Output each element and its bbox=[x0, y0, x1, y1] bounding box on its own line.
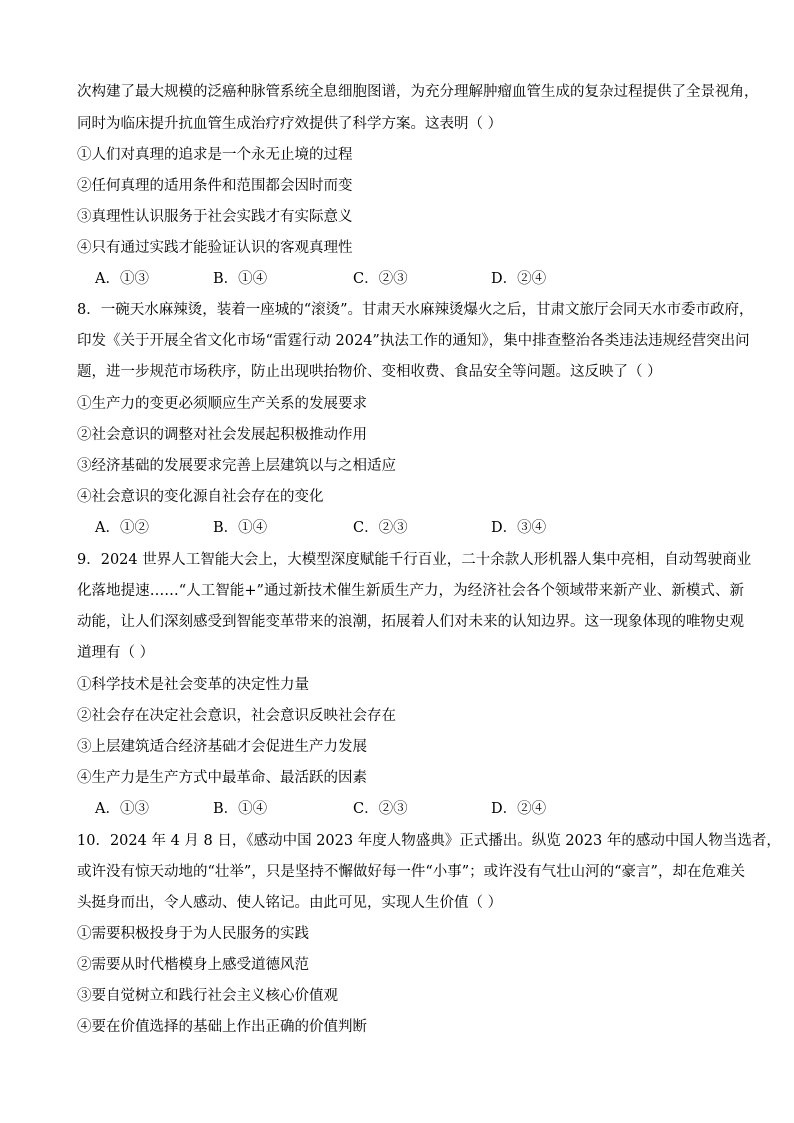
statement-item: ②社会存在决定社会意识，社会意识反映社会存在 bbox=[77, 708, 396, 724]
statement-item: ③真理性认识服务于社会实践才有实际意义 bbox=[77, 209, 353, 225]
option-c: C．②③ bbox=[353, 801, 408, 817]
question-stem-line: 10．2024 年 4 月 8 日，《感动中国 2023 年度人物盛典》正式播出。纵览 2023 年的感动中国人物当选者， bbox=[77, 833, 781, 849]
option-b: B．①④ bbox=[213, 520, 268, 536]
question-stem-line: 9．2024 世界人工智能大会上，大模型深度赋能千行百业，二十余款人形机器人集中亮相，自动驾驶商业 bbox=[77, 552, 752, 568]
question-stem-line: 化落地提速……“人工智能+”通过新技术催生新质生产力，为经济社会各个领域带来新产业、新模式、新 bbox=[77, 583, 744, 599]
statement-item: ④要在价值选择的基础上作出正确的价值判断 bbox=[77, 1019, 367, 1035]
question-stem-line: 道理有（ ） bbox=[77, 645, 155, 661]
option-d: D．③④ bbox=[491, 520, 547, 536]
statement-item: ①生产力的变更必须顺应生产关系的发展要求 bbox=[77, 396, 367, 412]
statement-item: ③上层建筑适合经济基础才会促进生产力发展 bbox=[77, 739, 367, 755]
statement-item: ④生产力是生产方式中最革命、最活跃的因素 bbox=[77, 770, 367, 786]
question-stem-line: 次构建了最大规模的泛癌种脉管系统全息细胞图谱，为充分理解肿瘤血管生成的复杂过程提供了全景视角， bbox=[77, 84, 759, 100]
statement-item: ①科学技术是社会变革的决定性力量 bbox=[77, 677, 309, 693]
option-a: A．①② bbox=[95, 520, 149, 536]
statement-item: ③要自觉树立和践行社会主义核心价值观 bbox=[77, 988, 338, 1004]
statement-item: ④只有通过实践才能验证认识的客观真理性 bbox=[77, 240, 353, 256]
question-stem-line: 8．一碗天水麻辣烫，装着一座城的“滚烫”。甘肃天水麻辣烫爆火之后，甘肃文旅厅会同天水市委市政府， bbox=[77, 302, 754, 318]
question-stem-line: 头挺身而出，令人感动、使人铭记。由此可见，实现人生价值（ ） bbox=[77, 895, 503, 911]
option-b: B．①④ bbox=[213, 271, 268, 287]
question-stem-line: 同时为临床提升抗血管生成治疗疗效提供了科学方案。这表明（ ） bbox=[77, 116, 503, 132]
option-a: A．①③ bbox=[95, 801, 149, 817]
question-stem-line: 印发《关于开展全省文化市场“雷霆行动 2024”执法工作的通知》，集中排查整治各类违法违规经营突出问 bbox=[77, 333, 750, 349]
statement-item: ②社会意识的调整对社会发展起积极推动作用 bbox=[77, 427, 367, 443]
statement-item: ②需要从时代楷模身上感受道德风范 bbox=[77, 957, 309, 973]
option-d: D．②④ bbox=[491, 271, 547, 287]
statement-item: ③经济基础的发展要求完善上层建筑以与之相适应 bbox=[77, 458, 396, 474]
option-c: C．②③ bbox=[353, 271, 408, 287]
question-stem-line: 动能，让人们深刻感受到智能变革带来的浪潮，拓展着人们对未来的认知边界。这一现象体现的唯物史观 bbox=[77, 614, 744, 630]
statement-item: ①需要积极投身于为人民服务的实践 bbox=[77, 926, 309, 942]
option-c: C．②③ bbox=[353, 520, 408, 536]
statement-item: ①人们对真理的追求是一个永无止境的过程 bbox=[77, 147, 353, 163]
statement-item: ②任何真理的适用条件和范围都会因时而变 bbox=[77, 178, 353, 194]
option-a: A．①③ bbox=[95, 271, 149, 287]
statement-item: ④社会意识的变化源自社会存在的变化 bbox=[77, 489, 324, 505]
option-d: D．②④ bbox=[491, 801, 547, 817]
question-stem-line: 或许没有惊天动地的“壮举”，只是坚持不懈做好每一件“小事”；或许没有气壮山河的“豪言”，却在危难关 bbox=[77, 864, 745, 880]
option-b: B．①④ bbox=[213, 801, 268, 817]
question-stem-line: 题，进一步规范市场秩序，防止出现哄抬物价、变相收费、食品安全等问题。这反映了（ ） bbox=[77, 364, 662, 380]
